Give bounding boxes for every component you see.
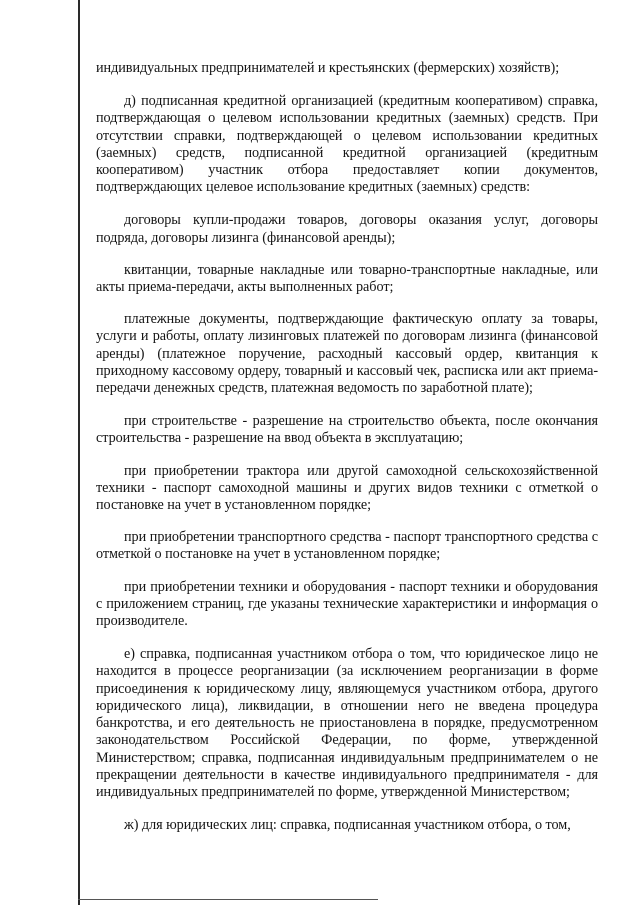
document-page	[96, 60, 598, 834]
paragraph-tractor: при приобретении трактора или другой самоходной сельскохозяйственной техники - паспорт самоходной машины и других видов техники с отметкой о постановке на учет в установленном порядке;	[96, 462, 598, 514]
page-bottom-edge	[78, 899, 378, 900]
paragraph-vehicle: при приобретении транспортного средства - паспорт транспортного средства с отметкой о постановке на учет в установленном порядке;	[96, 529, 598, 563]
paragraph-item-zh: ж) для юридических лиц: справка, подписанная участником отбора, о том,	[124, 817, 571, 834]
paragraph-contracts: договоры купли-продажи товаров, договоры оказания услуг, договоры подряда, договоры лизинга (финансовой аренды);	[96, 212, 598, 246]
paragraph-payment-documents: платежные документы, подтверждающие фактическую оплату за товары, услуги и работы, оплату лизинговых платежей по договорам лизинга (финансовой аренды) (платежное поручение, расходный кассовый ордер, квитанция к приходному кассовому ордеру, товарный и кассовый чек, расписка или акт приема-передачи денежных средств, платежная ведомость по заработной плате);	[96, 311, 598, 397]
paragraph-item-e: е) справка, подписанная участником отбора о том, что юридическое лицо не находится в процессе реорганизации (за исключением реорганизации в форме присоединения к юридическому лицу, являющемуся участником отбора, другого юридического лица), ликвидации, в отношении него не введена процедура банкротства, и его деятельность не приостановлена в порядке, предусмотренном законодательством Российской Федерации, по форме, утвержденной Министерством; справка, подписанная индивидуальным предпринимателем о не прекращении деятельности в качестве индивидуального предпринимателя - для индивидуальных предпринимателей по форме, утвержденной Министерством;	[96, 646, 598, 800]
paragraph-continuation: индивидуальных предпринимателей и крестьянских (фермерских) хозяйств);	[96, 60, 560, 76]
paragraph-construction: при строительстве - разрешение на строительство объекта, после окончания строительства - разрешение на ввод объекта в эксплуатацию;	[96, 413, 598, 447]
page-binding-line	[78, 0, 80, 905]
paragraph-equipment: при приобретении техники и оборудования - паспорт техники и оборудования с приложением страниц, где указаны технические характеристики и информация о производителе.	[96, 578, 598, 630]
paragraph-receipts: квитанции, товарные накладные или товарно-транспортные накладные, или акты приема-передачи, акты выполненных работ;	[96, 261, 598, 296]
paragraph-item-d: д) подписанная кредитной организацией (кредитным кооперативом) справка, подтверждающая о целевом использовании кредитных (заемных) средств. При отсутствии справки, подтверждающей о целевом использовании кредитных (заемных) средств, подписанной кредитной организацией (кредитным кооперативом) участник отбора предоставляет копии документов, подтверждающих целевое использование кредитных (заемных) средств:	[96, 93, 598, 196]
